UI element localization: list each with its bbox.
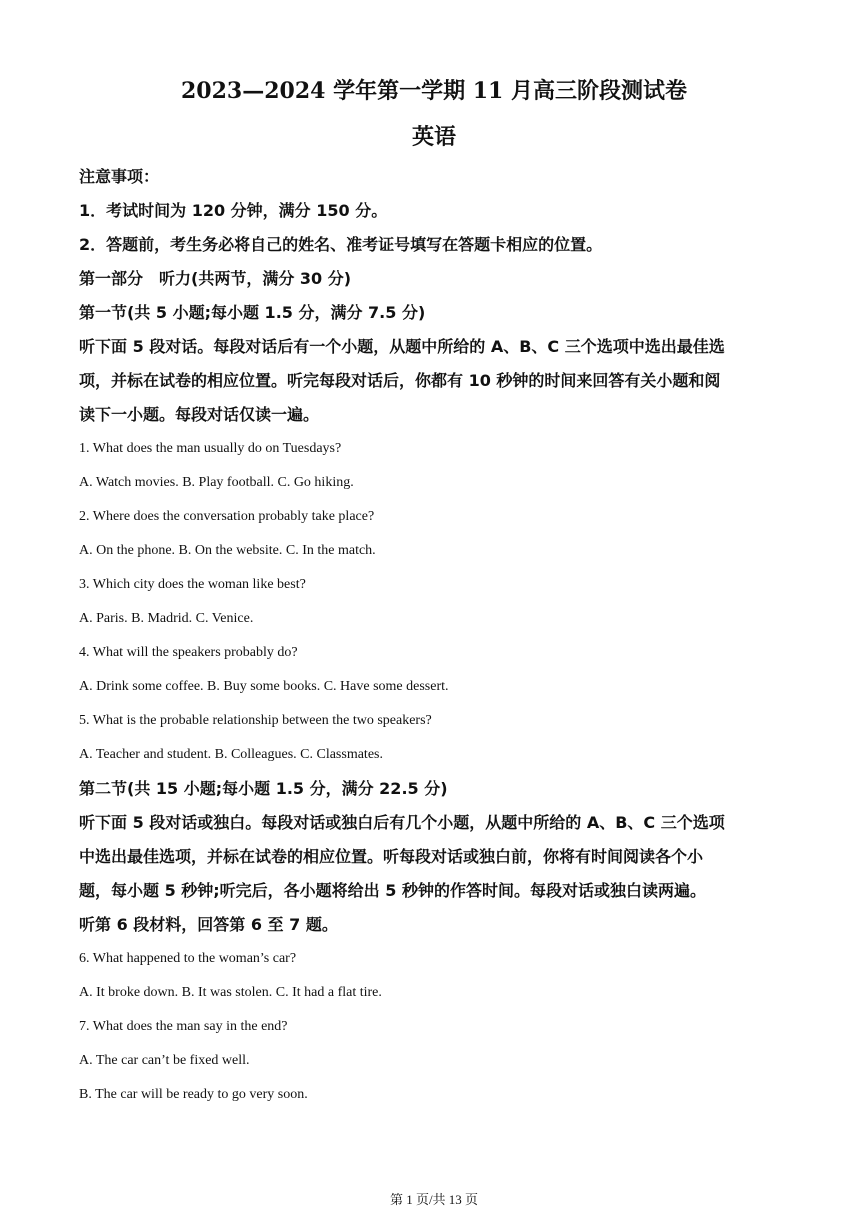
question-7-option-a: A. The car can’t be fixed well. (79, 1053, 250, 1068)
question-5-options: A. Teacher and student. B. Colleagues. C. Classmates. (79, 747, 383, 762)
notice-item: 1．考试时间为 120 分钟，满分 150 分。 (79, 201, 388, 220)
section1-instruction: 项，并标在试卷的相应位置。听完每段对话后，你都有 10 秒钟的时间来回答有关小题和阅 (79, 371, 721, 390)
section1-heading: 第一节(共 5 小题;每小题 1.5 分，满分 7.5 分) (79, 303, 426, 322)
exam-body (79, 160, 789, 1112)
notice-item: 2．答题前，考生务必将自己的姓名、准考证号填写在答题卡相应的位置。 (79, 235, 603, 254)
question-7-option-b: B. The car will be ready to go very soon. (79, 1087, 308, 1102)
question-6-options: A. It broke down. B. It was stolen. C. It had a flat tire. (79, 985, 382, 1000)
exam-subject: 英语 (411, 124, 456, 150)
question-2: 2. Where does the conversation probably take place? (79, 509, 375, 524)
question-3-options: A. Paris. B. Madrid. C. Venice. (79, 611, 254, 626)
exam-title: 2023—2024 学年第一学期 11 月高三阶段测试卷 (180, 78, 688, 104)
section1-instruction: 听下面 5 段对话。每段对话后有一个小题，从题中所给的 A、B、C 三个选项中选出最佳选 (79, 337, 725, 356)
part1-heading: 第一部分 听力(共两节，满分 30 分) (79, 269, 352, 288)
question-7: 7. What does the man say in the end? (79, 1019, 288, 1034)
question-2-options: A. On the phone. B. On the website. C. In the match. (79, 543, 376, 558)
page-footer: 第 1 页/共 13 页 (389, 1192, 479, 1207)
question-4-options: A. Drink some coffee. B. Buy some books. C. Have some dessert. (79, 679, 449, 694)
section2-heading: 第二节(共 15 小题;每小题 1.5 分，满分 22.5 分) (79, 779, 448, 798)
question-1: 1. What does the man usually do on Tuesdays? (79, 441, 342, 456)
question-4: 4. What will the speakers probably do? (79, 645, 298, 660)
question-6: 6. What happened to the woman’s car? (79, 951, 297, 966)
section2-instruction: 听下面 5 段对话或独白。每段对话或独白后有几个小题，从题中所给的 A、B、C 三个选项 (79, 813, 725, 832)
question-3: 3. Which city does the woman like best? (79, 577, 306, 592)
question-5: 5. What is the probable relationship between the two speakers? (79, 713, 432, 728)
section2-instruction: 题，每小题 5 秒钟;听完后，各小题将给出 5 秒钟的作答时间。每段对话或独白读两遍。 (79, 881, 706, 900)
section1-instruction: 读下一小题。每段对话仅读一遍。 (79, 405, 320, 424)
section2-instruction: 中选出最佳选项，并标在试卷的相应位置。听每段对话或独白前，你将有时间阅读各个小 (79, 847, 704, 866)
question-1-options: A. Watch movies. B. Play football. C. Go hiking. (79, 475, 354, 490)
material-heading: 听第 6 段材料，回答第 6 至 7 题。 (79, 915, 338, 934)
notice-heading: 注意事项： (79, 167, 160, 186)
